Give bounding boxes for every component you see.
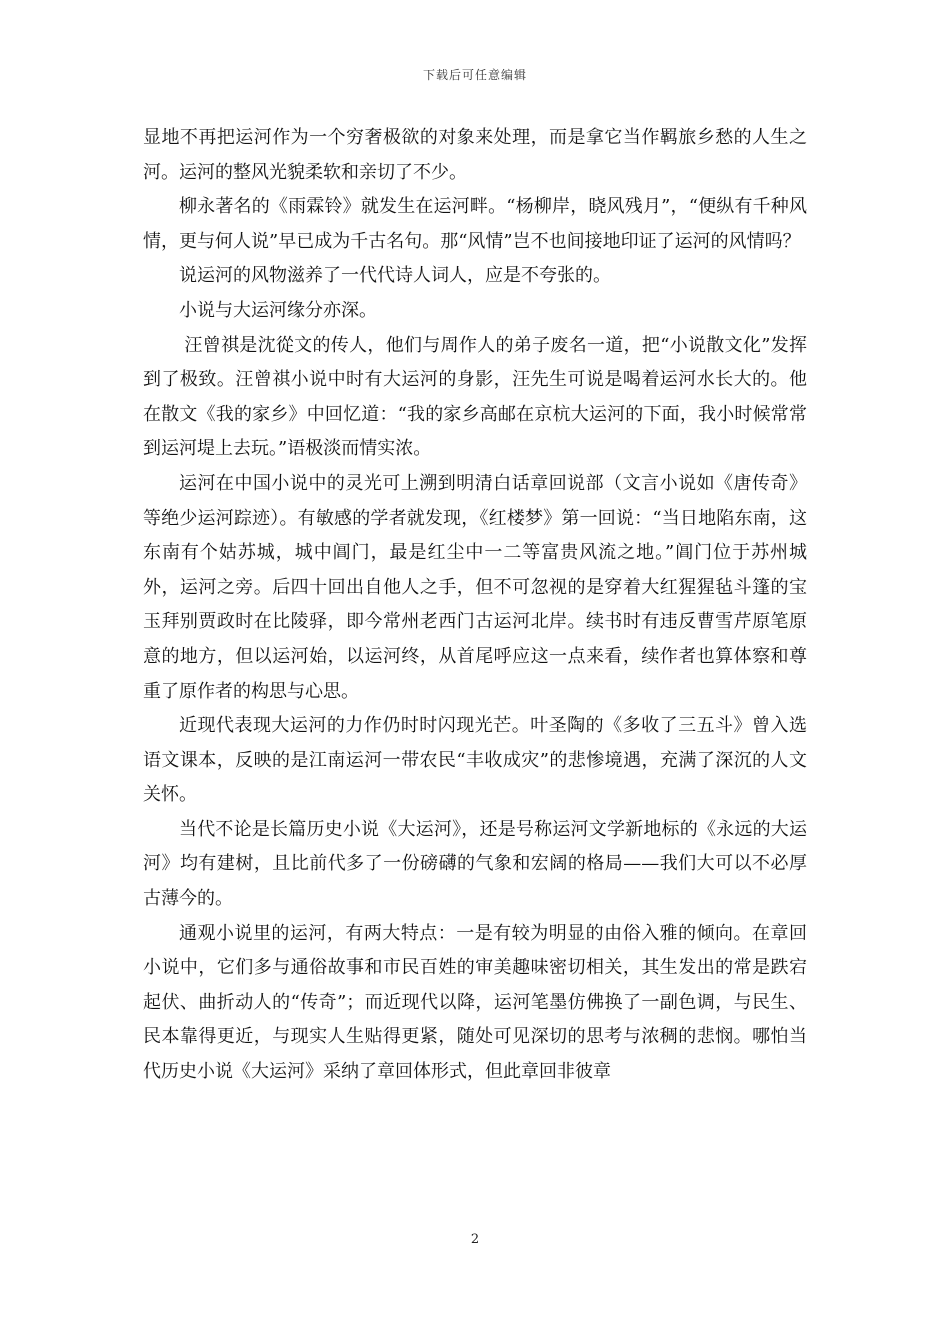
document-body <box>143 121 807 1090</box>
page-header: 下载后可任意编辑 <box>422 68 527 82</box>
paragraph-7: 近现代表现大运河的力作仍时时闪现光芒。叶圣陶的《多收了三五斗》曾入选语文课本，反映的是江南运河一带农民“丰收成灾”的悲惨境遇，充满了深沉的人文关怀。 <box>143 715 807 806</box>
paragraph-3: 说运河的风物滋养了一代代诗人词人，应是不夸张的。 <box>179 265 611 287</box>
paragraph-4: 小说与大运河缘分亦深。 <box>179 299 377 321</box>
paragraph-2: 柳永著名的《雨霖铃》就发生在运河畔。“杨柳岸，晓风残月”，“便纵有千种风情，更与何人说”早已成为千古名句。那“风情”岂不也间接地印证了运河的风情吗？ <box>143 196 807 252</box>
page-number: 2 <box>470 1232 480 1247</box>
paragraph-5: 汪曾祺是沈從文的传人，他们与周作人的弟子废名一道，把“小说散文化”发挥到了极致。汪曾祺小说中时有大运河的身影，汪先生可说是喝着运河水长大的。他在散文《我的家乡》中回忆道：“我的家乡高邮在京杭大运河的下面，我小时候常常到运河堤上去玩。”语极淡而情实浓。 <box>143 334 807 460</box>
paragraph-1: 显地不再把运河作为一个穷奢极欲的对象来处理，而是拿它当作羁旅乡愁的人生之河。运河的整风光貌柔软和亲切了不少。 <box>143 127 807 183</box>
paragraph-9: 通观小说里的运河，有两大特点：一是有较为明显的由俗入雅的倾向。在章回小说中，它们多与通俗故事和市民百姓的审美趣味密切相关，其生发出的常是跌宕起伏、曲折动人的“传奇”；而近现代以降，运河笔墨仿佛换了一副色调，与民生、民本靠得更近，与现实人生贴得更紧，随处可见深切的思考与浓稠的悲悯。哪怕当代历史小说《大运河》采纳了章回体形式，但此章回非彼章 <box>143 922 807 1083</box>
paragraph-6: 运河在中国小说中的灵光可上溯到明清白话章回说部（文言小说如《唐传奇》等绝少运河踪迹）。有敏感的学者就发现，《红楼梦》第一回说：“当日地陷东南，这东南有个姑苏城，城中阊门，最是红尘中一二等富贵风流之地。”阊门位于苏州城外，运河之旁。后四十回出自他人之手，但不可忽视的是穿着大红猩猩毡斗篷的宝玉拜别贾政时在比陵驿，即今常州老西门古运河北岸。续书时有违反曹雪芹原笔原意的地方，但以运河始，以运河终，从首尾呼应这一点来看，续作者也算体察和尊重了原作者的构思与心思。 <box>143 472 807 702</box>
paragraph-8: 当代不论是长篇历史小说《大运河》，还是号称运河文学新地标的《永远的大运河》均有建树，且比前代多了一份磅礴的气象和宏阔的格局——我们大可以不必厚古薄今的。 <box>143 818 807 910</box>
